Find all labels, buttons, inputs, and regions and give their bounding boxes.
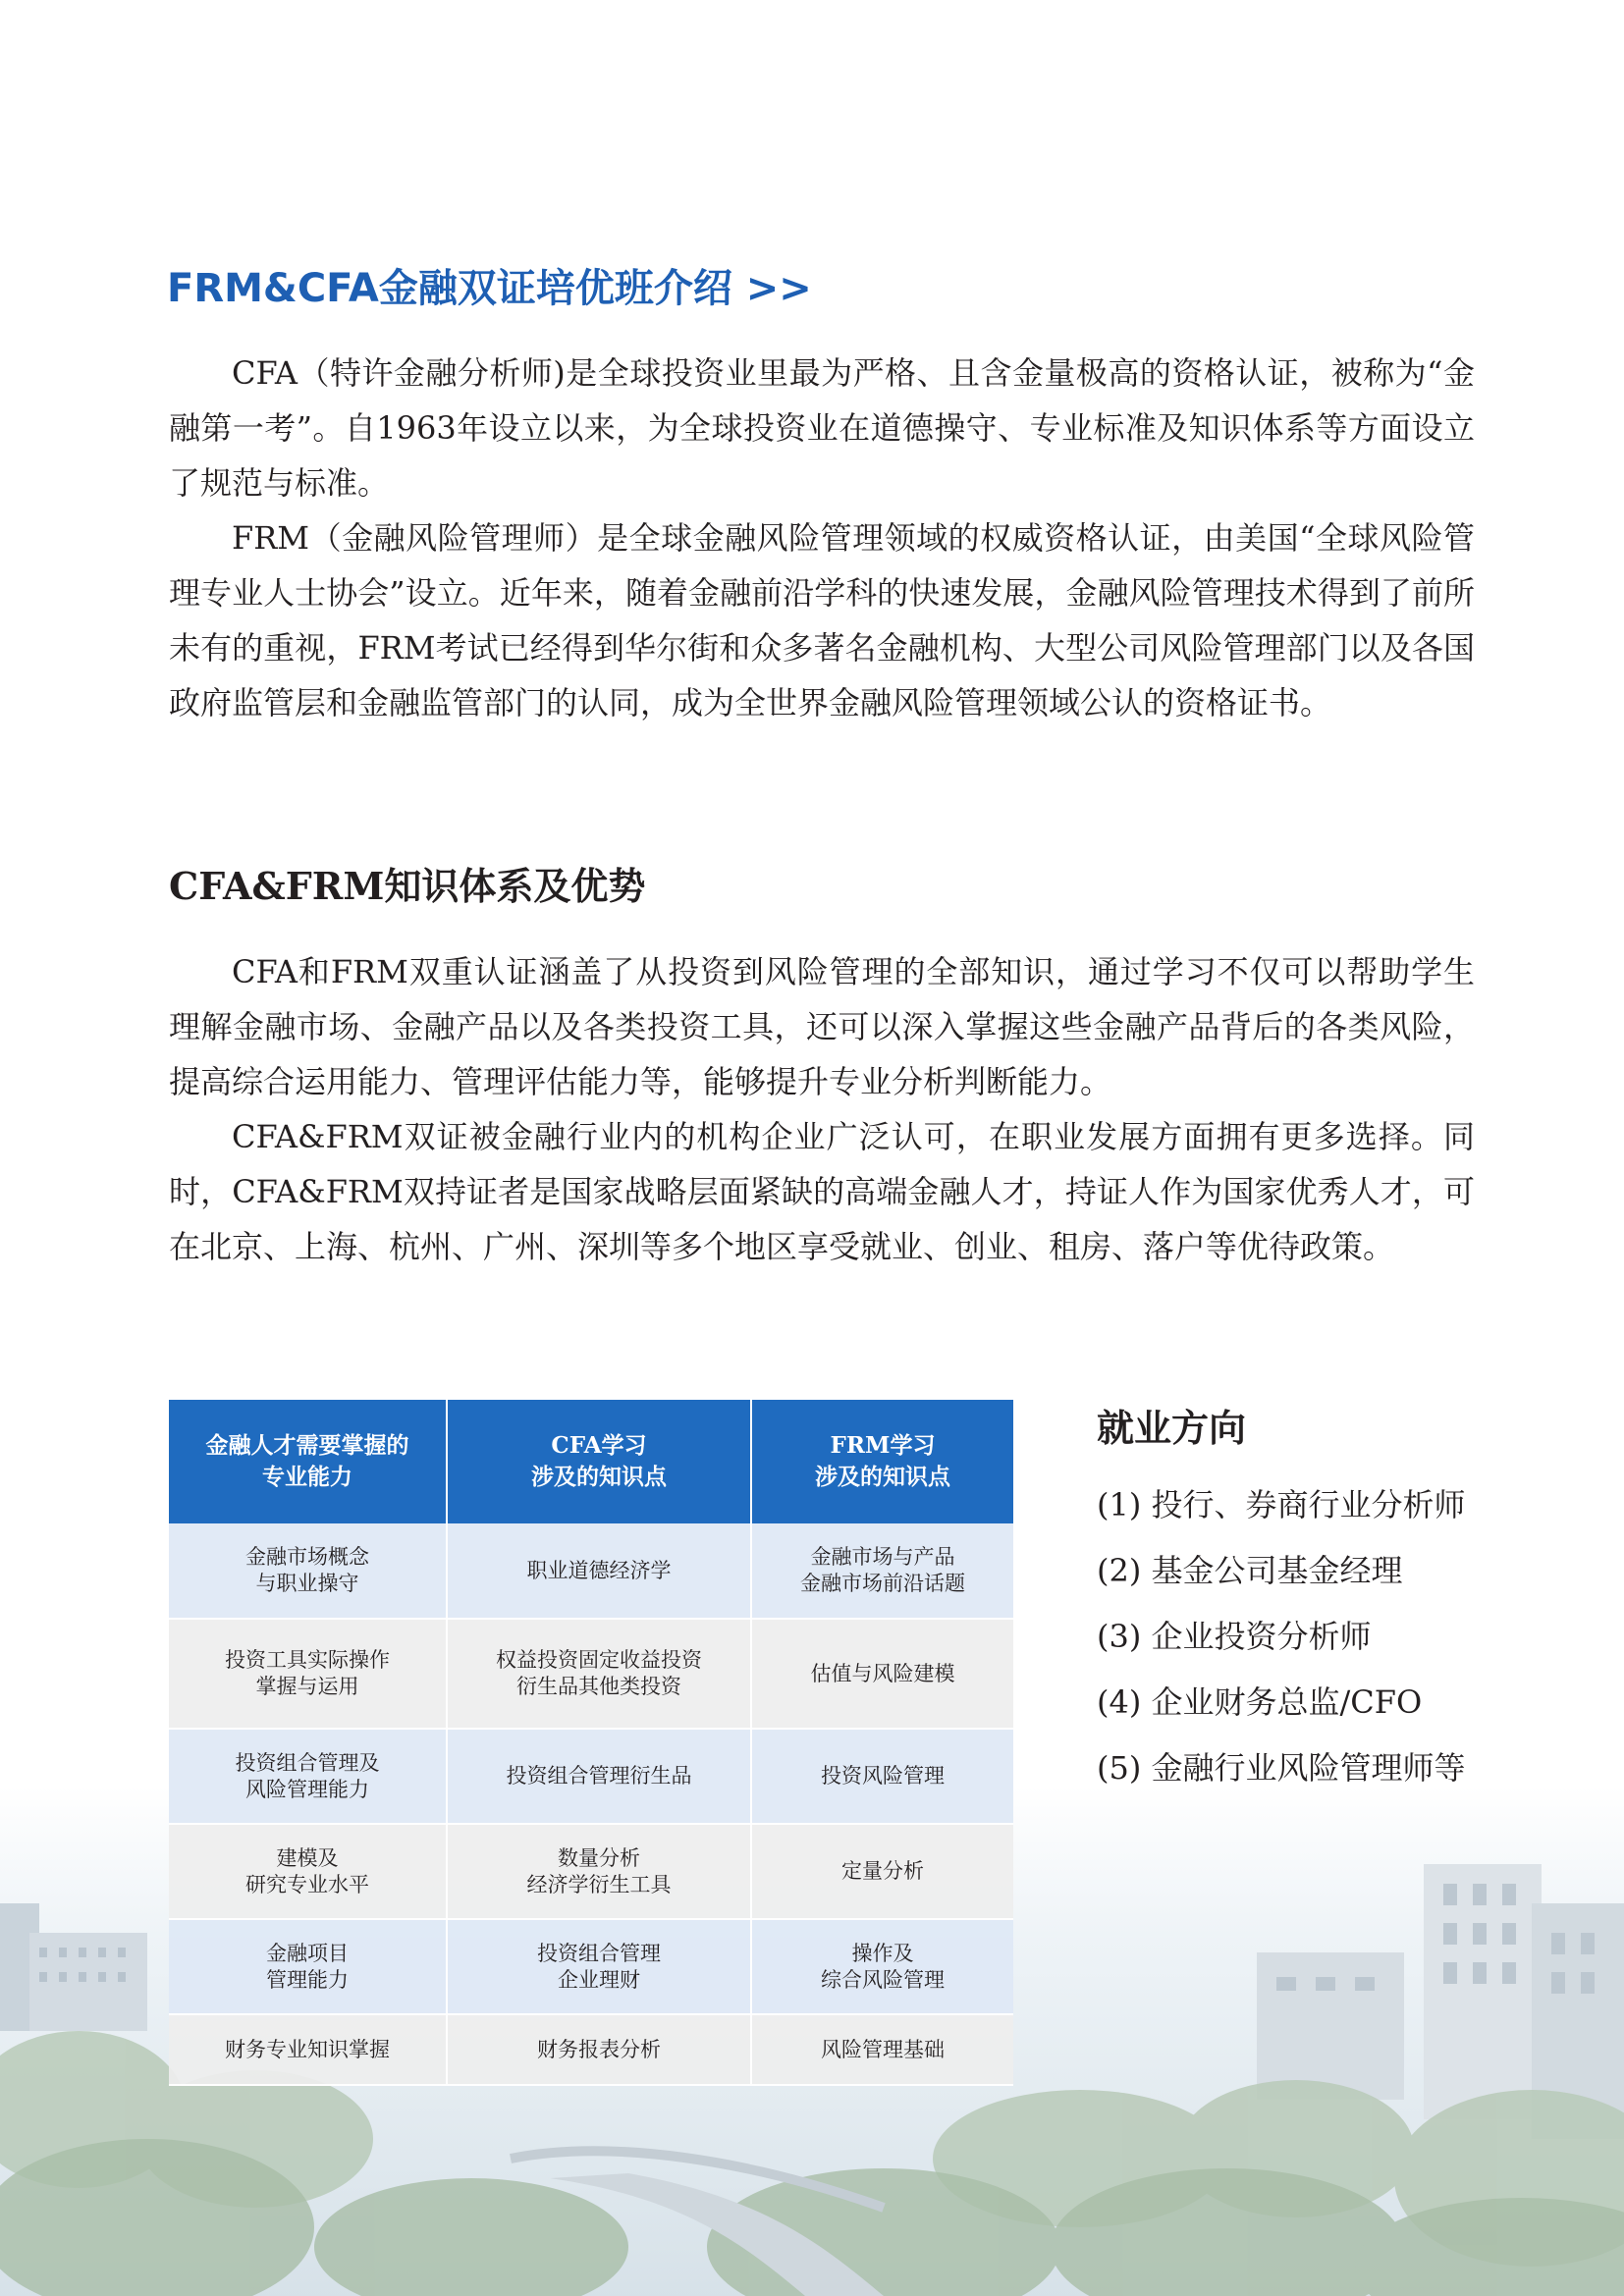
intro-paragraph-cfa: CFA（特许金融分析师)是全球投资业里最为严格、且含金量极高的资格认证，被称为“金融第一考”。自1963年设立以来，为全球投资业在道德操守、专业标准及知识体系等方面设立了规范与标准。 [169, 354, 1475, 502]
header-frm-knowledge: FRM学习 涉及的知识点 [751, 1400, 1013, 1523]
list-item: (3) 企业投资分析师 [1097, 1618, 1372, 1655]
list-item: (1) 投行、券商行业分析师 [1097, 1486, 1466, 1523]
table-header-row [169, 1400, 1013, 1523]
table-cell: 建模及 研究专业水平 [169, 1824, 447, 1919]
table-cell: 金融项目 管理能力 [169, 1919, 447, 2014]
table-cell: 职业道德经济学 [447, 1523, 751, 1619]
table-cell: 风险管理基础 [751, 2014, 1013, 2085]
table-cell: 投资风险管理 [751, 1729, 1013, 1824]
table-cell: 投资组合管理衍生品 [447, 1729, 751, 1824]
intro-paragraph-frm: FRM（金融风险管理师）是全球金融风险管理领域的权威资格认证，由美国“全球风险管理专业人士协会”设立。近年来，随着金融前沿学科的快速发展，金融风险管理技术得到了前所未有的重视，FRM考试已经得到华尔街和众多著名金融机构、大型公司风险管理部门以及各国政府监管层和金融监管部门的认同，成为全世界金融风险管理领域公认的资格证书。 [169, 519, 1475, 721]
table-row [169, 1523, 1013, 1619]
section-title: FRM&CFA金融双证培优班介绍 >> [167, 266, 812, 311]
table-row [169, 1729, 1013, 1824]
list-item: (5) 金融行业风险管理师等 [1097, 1749, 1466, 1787]
list-item: (4) 企业财务总监/CFO [1097, 1683, 1423, 1721]
list-item: (2) 基金公司基金经理 [1097, 1552, 1403, 1589]
table-cell: 财务专业知识掌握 [169, 2014, 447, 2085]
table-cell: 金融市场概念 与职业操守 [169, 1523, 447, 1619]
table-cell: 投资组合管理及 风险管理能力 [169, 1729, 447, 1824]
header-professional-ability: 金融人才需要掌握的 专业能力 [169, 1400, 447, 1523]
table-row [169, 1919, 1013, 2014]
table-cell: 数量分析 经济学衍生工具 [447, 1824, 751, 1919]
advantages-paragraph-recognition: CFA&FRM双证被金融行业内的机构企业广泛认可，在职业发展方面拥有更多选择。同时，CFA&FRM双持证者是国家战略层面紧缺的高端金融人才，持证人作为国家优秀人才，可在北京、上海、杭州、广州、深圳等多个地区享受就业、创业、租房、落户等优待政策。 [169, 1118, 1475, 1265]
knowledge-table [169, 1400, 1013, 2086]
table-row [169, 1824, 1013, 1919]
table-cell: 投资组合管理 企业理财 [447, 1919, 751, 2014]
table-row [169, 1619, 1013, 1729]
advantages-title: CFA&FRM知识体系及优势 [169, 864, 646, 908]
career-title: 就业方向 [1097, 1406, 1247, 1450]
table-cell: 金融市场与产品 金融市场前沿话题 [751, 1523, 1013, 1619]
table-cell: 权益投资固定收益投资 衍生品其他类投资 [447, 1619, 751, 1729]
table-cell: 财务报表分析 [447, 2014, 751, 2085]
advantages-paragraph-knowledge: CFA和FRM双重认证涵盖了从投资到风险管理的全部知识，通过学习不仅可以帮助学生理解金融市场、金融产品以及各类投资工具，还可以深入掌握这些金融产品背后的各类风险，提高综合运用能力、管理评估能力等，能够提升专业分析判断能力。 [169, 953, 1475, 1100]
table-cell: 投资工具实际操作 掌握与运用 [169, 1619, 447, 1729]
table-row [169, 2014, 1013, 2085]
table-cell: 定量分析 [751, 1824, 1013, 1919]
table-cell: 估值与风险建模 [751, 1619, 1013, 1729]
career-list [1097, 1472, 1466, 1801]
table-cell: 操作及 综合风险管理 [751, 1919, 1013, 2014]
header-cfa-knowledge: CFA学习 涉及的知识点 [447, 1400, 751, 1523]
